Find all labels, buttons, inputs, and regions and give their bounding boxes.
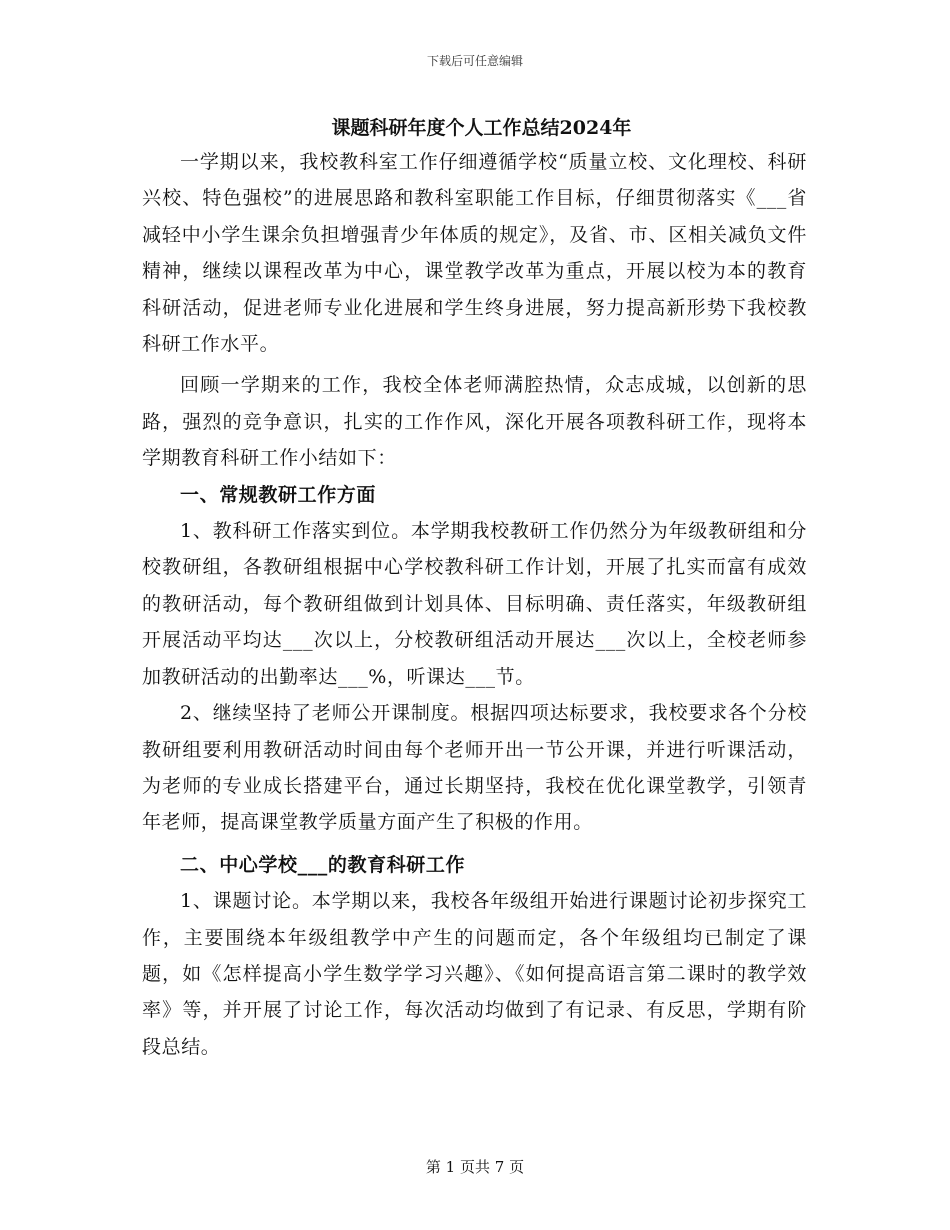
review-paragraph: 回顾一学期来的工作，我校全体老师满腔热情，众志成城，以创新的思路，强烈的竞争意识，扎实的工作作风，深化开展各项教科研工作，现将本学期教育科研工作小结如下： [142, 374, 807, 470]
section-heading-routine-research: 一、常规教研工作方面 [180, 483, 377, 506]
document-title: 课题科研年度个人工作总结2024年 [331, 117, 632, 139]
section1-item-1: 1、教科研工作落实到位。本学期我校教研工作仍然分为年级教研组和分校教研组，各教研组根据中心学校教科研工作计划，开展了扎实而富有成效的教研活动，每个教研组做到计划具体、目标明确、责任落实，年级教研组开展活动平均达___次以上，分校教研组活动开展达___次以上，全校老师参加教研活动的出勤率达___%，听课达___节。 [142, 520, 807, 688]
section2-item-1: 1、课题讨论。本学期以来，我校各年级组开始进行课题讨论初步探究工作，主要围绕本年级组教学中产生的问题而定，各个年级组均已制定了课题，如《怎样提高小学生数学学习兴趣》、《如何提高语言第二课时的教学效率》等，并开展了讨论工作，每次活动均做到了有记录、有反思，学期有阶段总结。 [142, 890, 807, 1058]
page-header: 下载后可任意编辑 [426, 54, 523, 68]
section1-item-2: 2、继续坚持了老师公开课制度。根据四项达标要求，我校要求各个分校教研组要利用教研活动时间由每个老师开出一节公开课，并进行听课活动，为老师的专业成长搭建平台，通过长期坚持，我校在优化课堂教学，引领青年老师，提高课堂教学质量方面产生了积极的作用。 [142, 702, 807, 834]
page-number: 第 1 页共 7 页 [425, 1158, 525, 1176]
section-heading-central-school: 二、中心学校___的教育科研工作 [180, 853, 466, 876]
intro-paragraph: 一学期以来，我校教科室工作仔细遵循学校“质量立校、文化理校、科研兴校、特色强校”的进展思路和教科室职能工作目标，仔细贯彻落实《___省减轻中小学生课余负担增强青少年体质的规定》，及省、市、区相关减负文件精神，继续以课程改革为中心，课堂教学改革为重点，开展以校为本的教育科研活动，促进老师专业化进展和学生终身进展，努力提高新形势下我校教科研工作水平。 [142, 151, 807, 356]
document-body [142, 112, 807, 1065]
